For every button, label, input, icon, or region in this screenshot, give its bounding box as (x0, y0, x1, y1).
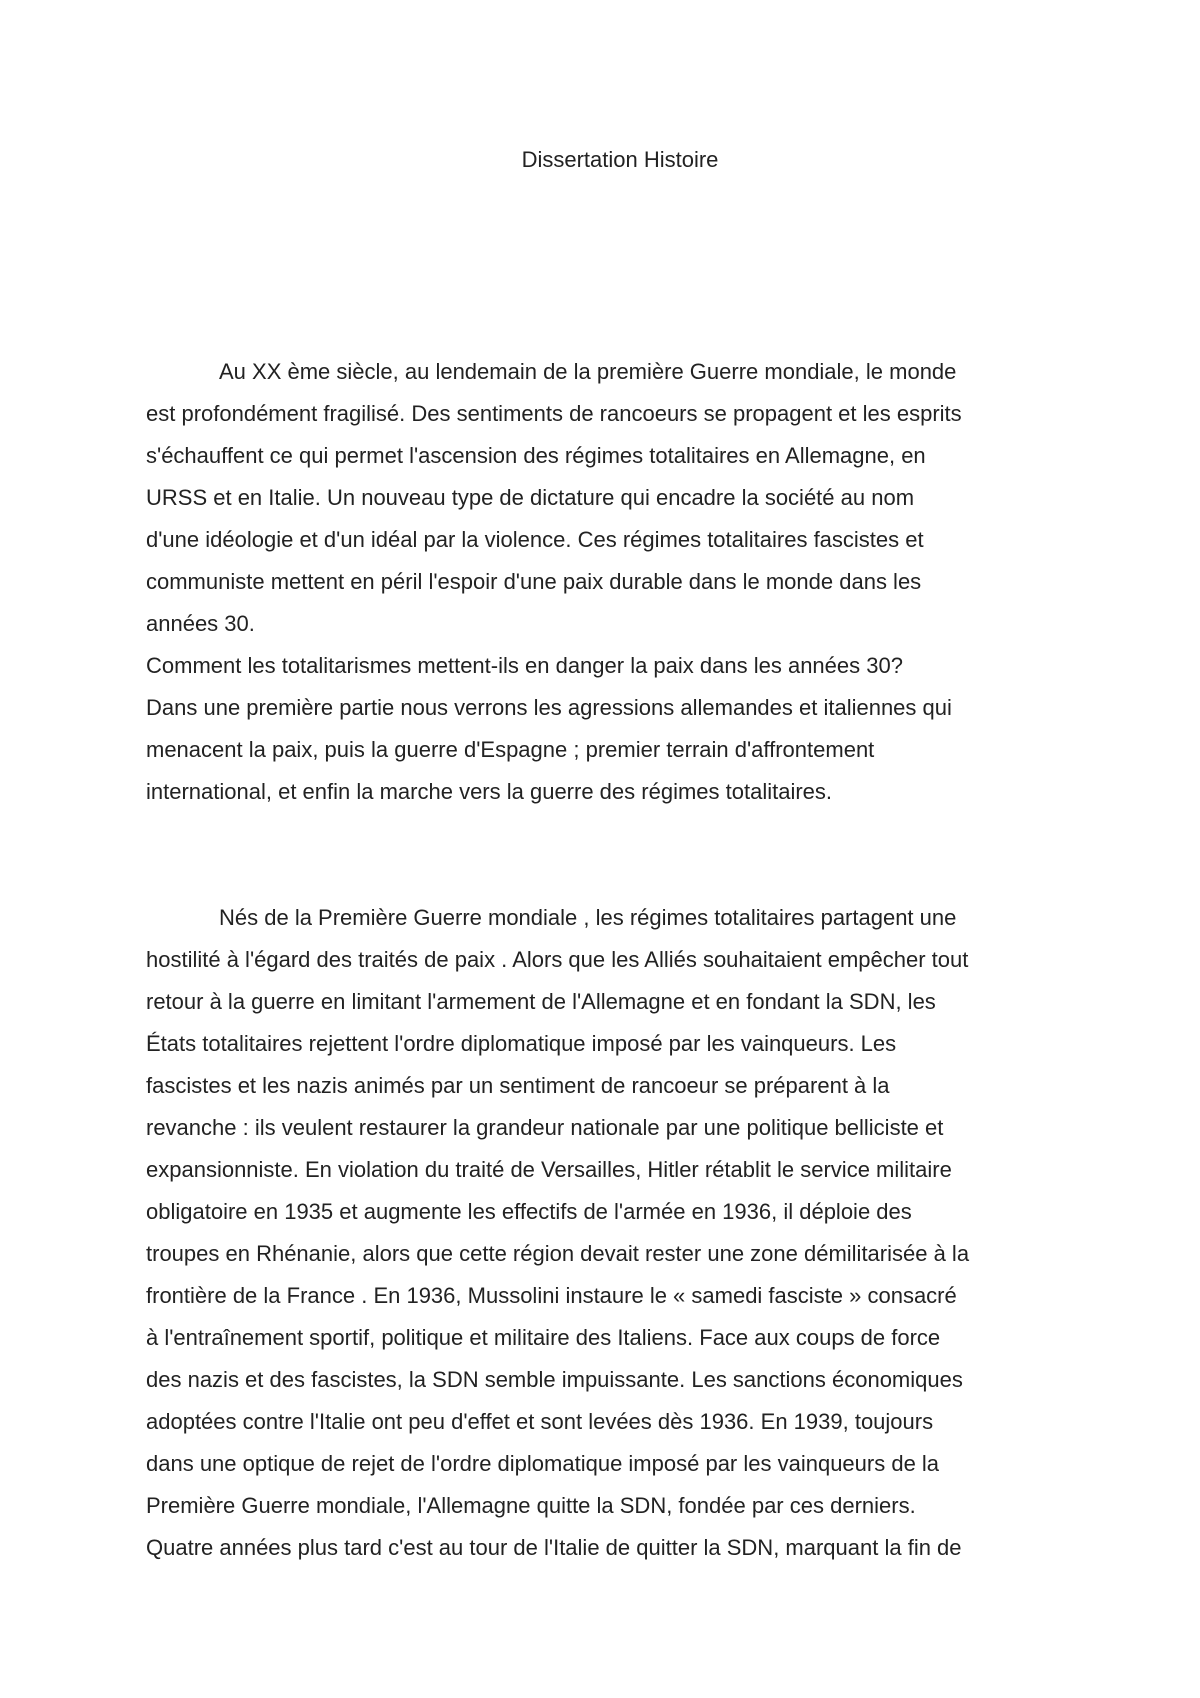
text-line: revanche : ils veulent restaurer la grandeur nationale par une politique belliciste et (146, 1115, 944, 1140)
text-line: des nazis et des fascistes, la SDN semble impuissante. Les sanctions économiques (146, 1367, 963, 1392)
text-line: Au XX ème siècle, au lendemain de la première Guerre mondiale, le monde (219, 359, 957, 384)
text-line: Quatre années plus tard c'est au tour de l'Italie de quitter la SDN, marquant la fin de (146, 1535, 962, 1560)
text-line: adoptées contre l'Italie ont peu d'effet et sont levées dès 1936. En 1939, toujours (146, 1409, 934, 1434)
text-line: fascistes et les nazis animés par un sentiment de rancoeur se préparent à la (146, 1073, 890, 1098)
document-title: Dissertation Histoire (521, 147, 719, 172)
text-line: États totalitaires rejettent l'ordre diplomatique imposé par les vainqueurs. Les (146, 1031, 897, 1056)
text-line: est profondément fragilisé. Des sentiments de rancoeurs se propagent et les esprits (146, 401, 962, 426)
text-line: expansionniste. En violation du traité de Versailles, Hitler rétablit le service militaire (146, 1157, 952, 1182)
text-line: URSS et en Italie. Un nouveau type de dictature qui encadre la société au nom (146, 485, 915, 510)
text-line: international, et enfin la marche vers la guerre des régimes totalitaires. (146, 779, 833, 804)
text-line: Dans une première partie nous verrons les agressions allemandes et italiennes qui (146, 695, 952, 720)
text-line: Nés de la Première Guerre mondiale , les régimes totalitaires partagent une (219, 905, 957, 930)
text-line: années 30. (146, 611, 255, 636)
text-line: s'échauffent ce qui permet l'ascension des régimes totalitaires en Allemagne, en (146, 443, 926, 468)
text-line: Comment les totalitarismes mettent-ils en danger la paix dans les années 30? (146, 653, 903, 678)
text-line: retour à la guerre en limitant l'armement de l'Allemagne et en fondant la SDN, les (146, 989, 936, 1014)
text-line: Première Guerre mondiale, l'Allemagne quitte la SDN, fondée par ces derniers. (146, 1493, 916, 1518)
text-line: communiste mettent en péril l'espoir d'une paix durable dans le monde dans les (146, 569, 922, 594)
text-line: frontière de la France . En 1936, Mussolini instaure le « samedi fasciste » consacré (146, 1283, 957, 1308)
text-line: d'une idéologie et d'un idéal par la violence. Ces régimes totalitaires fascistes et (146, 527, 924, 552)
text-line: dans une optique de rejet de l'ordre diplomatique imposé par les vainqueurs de la (146, 1451, 940, 1476)
text-line: menacent la paix, puis la guerre d'Espagne ; premier terrain d'affrontement (146, 737, 875, 762)
text-line: hostilité à l'égard des traités de paix . Alors que les Alliés souhaitaient empêcher tout (146, 947, 969, 972)
text-line: à l'entraînement sportif, politique et militaire des Italiens. Face aux coups de force (146, 1325, 941, 1350)
text-line: troupes en Rhénanie, alors que cette région devait rester une zone démilitarisée à la (146, 1241, 970, 1266)
text-line: obligatoire en 1935 et augmente les effectifs de l'armée en 1936, il déploie des (146, 1199, 912, 1224)
